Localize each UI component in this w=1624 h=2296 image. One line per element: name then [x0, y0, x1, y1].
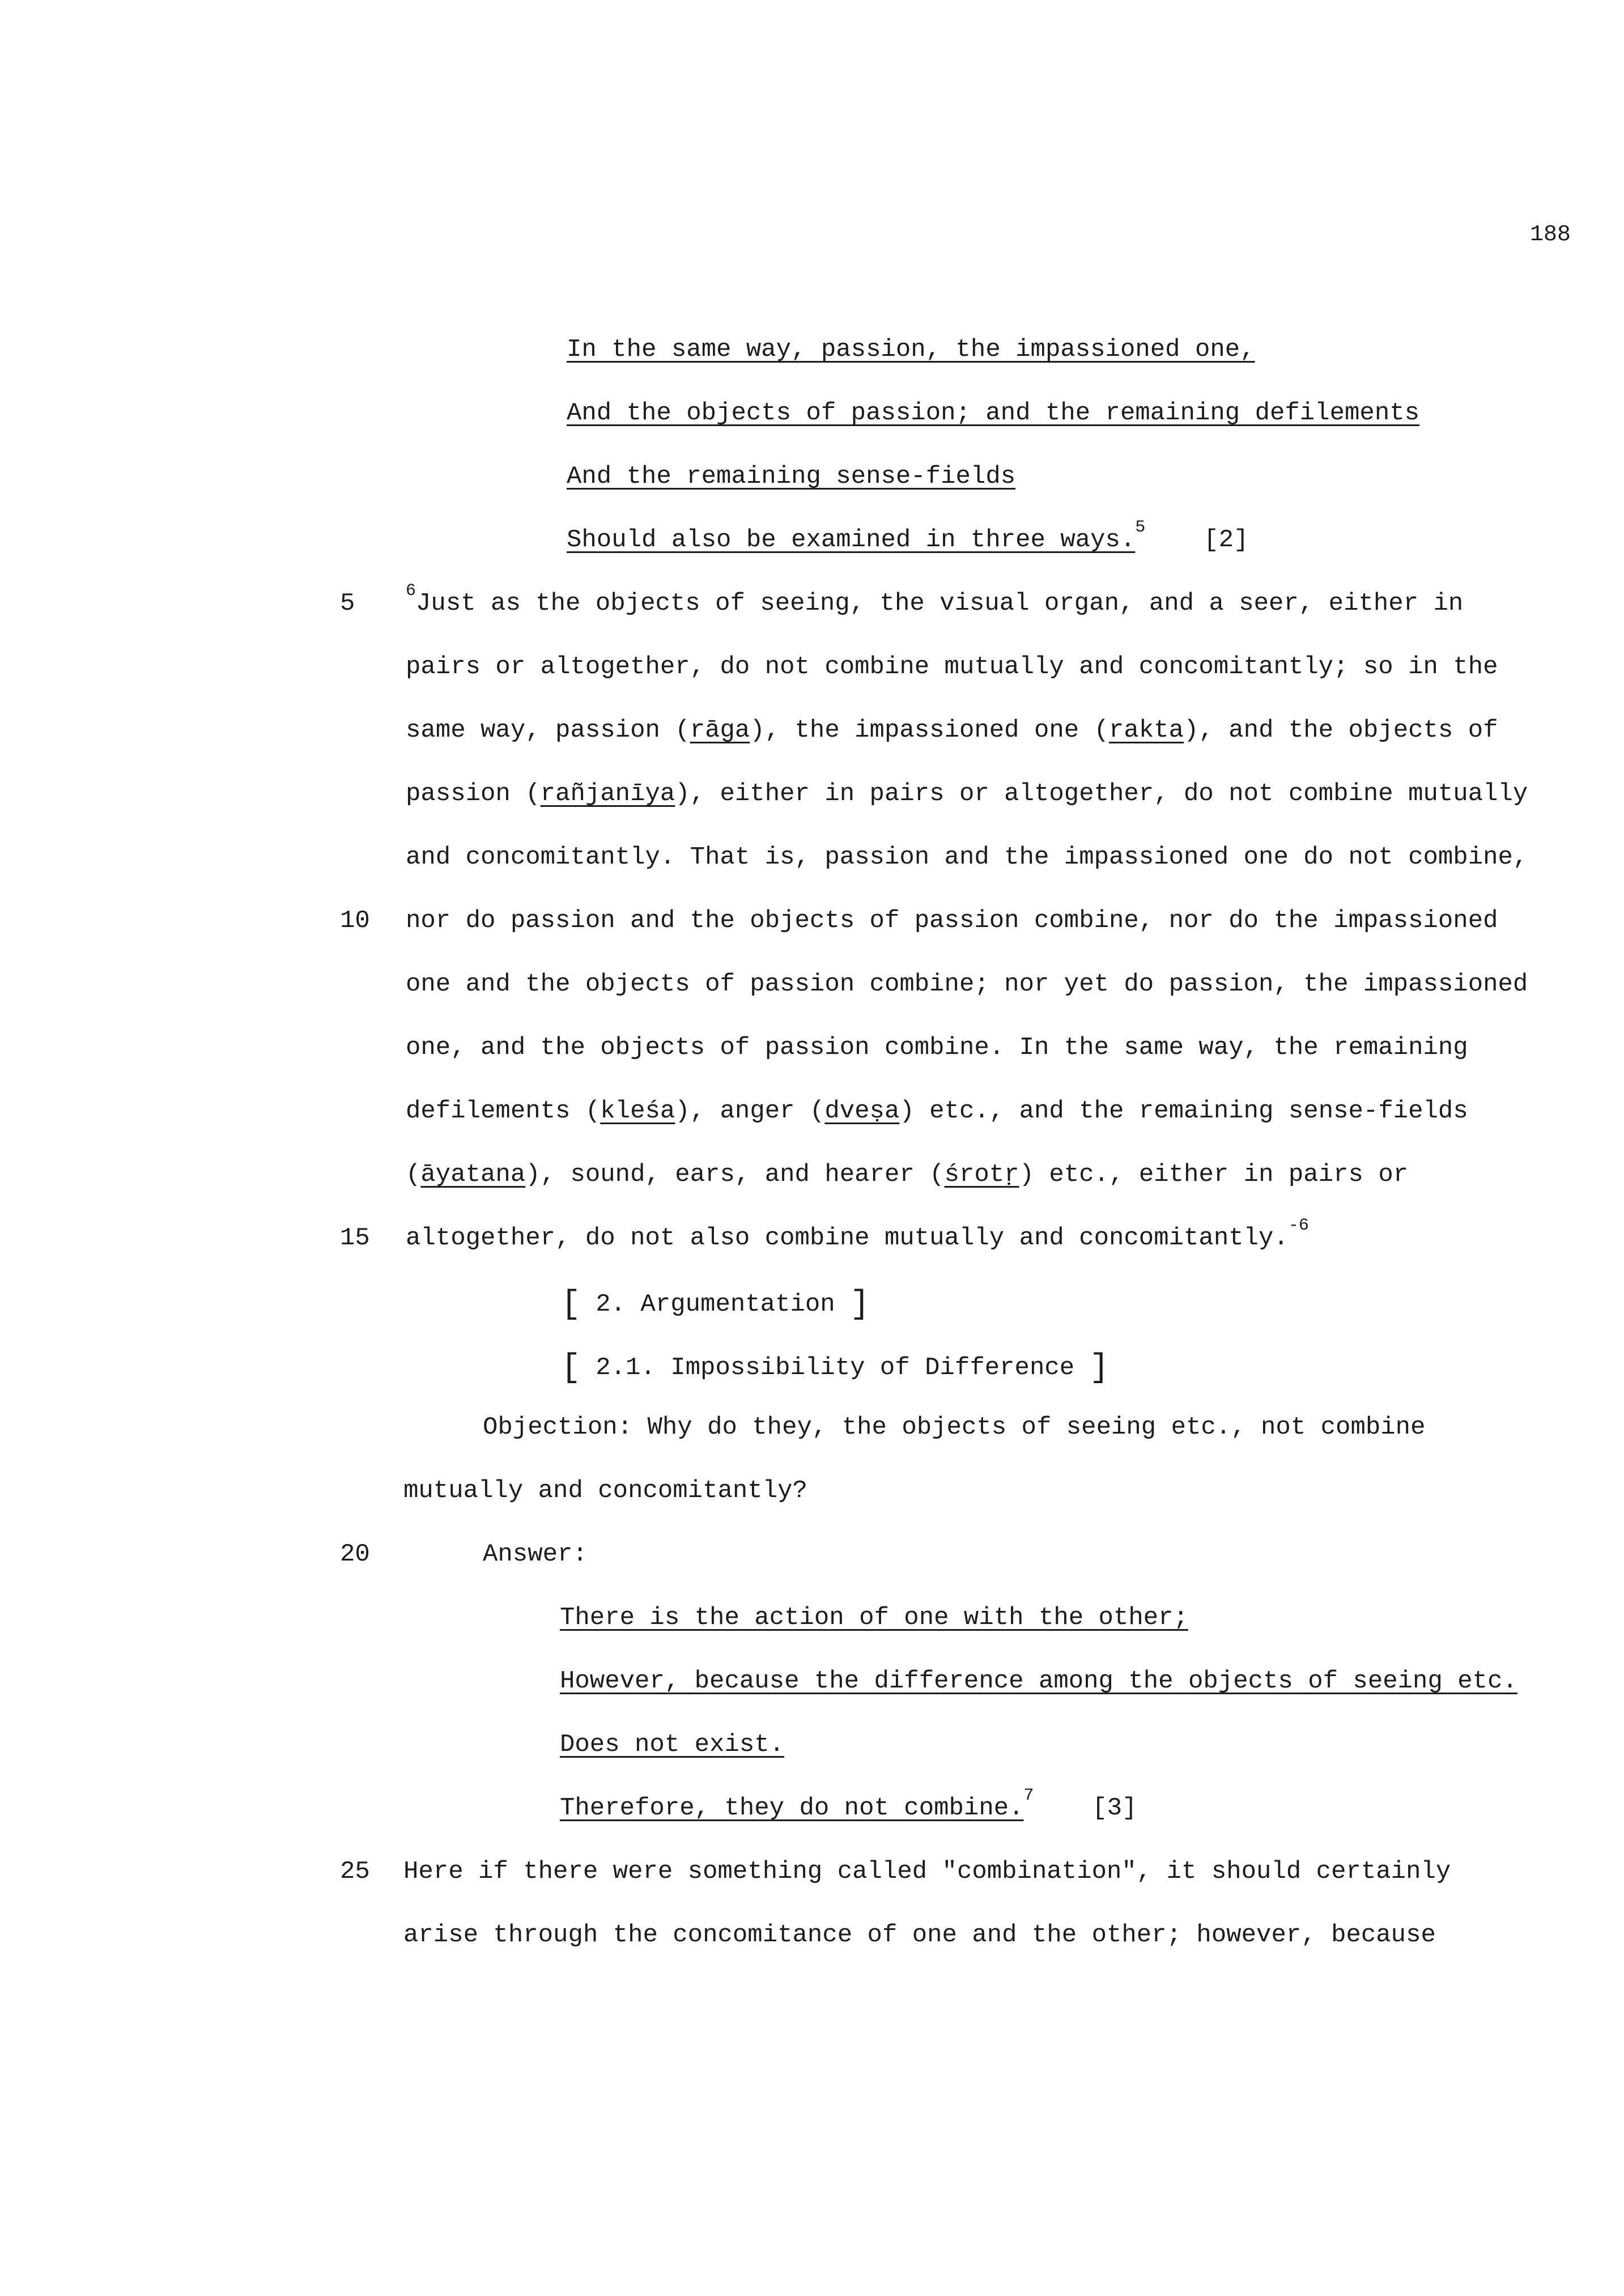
commentary-line [406, 1160, 1408, 1189]
section-heading [561, 1286, 870, 1323]
verse-2-line: And the remaining sense-fields [567, 462, 1016, 491]
commentary-line: nor do passion and the objects of passion combine, nor do the impassioned [406, 907, 1498, 935]
footnote-ref: 7 [1023, 1786, 1034, 1805]
commentary-text: ), either in pairs or altogether, do not combine mutually [675, 780, 1528, 808]
sanskrit-term: śrotṛ [944, 1160, 1019, 1189]
commentary-text: Just as the objects of seeing, the visual organ, and a seer, either in [416, 589, 1464, 618]
verse-number: [3] [1092, 1794, 1137, 1822]
commentary-text: ), the impassioned one ( [750, 716, 1109, 745]
sanskrit-term: kleśa [600, 1097, 675, 1125]
sanskrit-term: rāga [690, 716, 750, 745]
footnote-marker-open: 6 [406, 581, 416, 601]
verse-3-line: There is the action of one with the other; [560, 1604, 1188, 1632]
verse-number: [2] [1204, 526, 1249, 554]
commentary-text: altogether, do not also combine mutually and concomitantly. [406, 1224, 1289, 1252]
verse-3-line-last [560, 1786, 1137, 1822]
objection-line: mutually and concomitantly? [403, 1477, 807, 1505]
heading-text: 2.1. Impossibility of Difference [596, 1354, 1075, 1382]
verse-2-line: And the objects of passion; and the remaining defilements [567, 399, 1420, 427]
commentary-text: ) etc., either in pairs or [1019, 1160, 1409, 1189]
commentary-line: and concomitantly. That is, passion and the impassioned one do not combine, [406, 843, 1528, 871]
line-number: 10 [340, 907, 370, 935]
footnote-ref: 5 [1135, 518, 1146, 537]
sanskrit-term: āyatana [420, 1160, 526, 1189]
commentary-text: ), and the objects of [1184, 716, 1498, 745]
sanskrit-term: dveṣa [824, 1097, 900, 1125]
verse-2-line: In the same way, passion, the impassioned one, [567, 335, 1255, 364]
verse-3-line: Does not exist. [560, 1730, 785, 1759]
commentary-text: same way, passion ( [406, 716, 690, 745]
line-number: 5 [340, 589, 355, 618]
heading-bracket: ] [1089, 1350, 1109, 1387]
commentary-line [406, 780, 1528, 808]
commentary-text: ), sound, ears, and hearer ( [525, 1160, 945, 1189]
commentary-line: pairs or altogether, do not combine mutually and concomitantly; so in the [406, 653, 1498, 681]
commentary-text: ) etc., and the remaining sense-fields [899, 1097, 1468, 1125]
commentary-line: arise through the concomitance of one and the other; however, because [403, 1921, 1436, 1949]
heading-bracket: [ [561, 1286, 581, 1323]
commentary-line: Here if there were something called "combination", it should certainly [403, 1857, 1451, 1886]
line-number: 20 [340, 1540, 370, 1568]
line-number: 15 [340, 1224, 370, 1252]
page-number: 188 [1530, 222, 1571, 248]
sanskrit-term: rakta [1109, 716, 1184, 745]
footnote-marker-close: -6 [1288, 1216, 1309, 1235]
subsection-heading [561, 1350, 1109, 1387]
answer-label: Answer: [483, 1540, 588, 1568]
verse-2-line-last [567, 518, 1249, 554]
commentary-line: one, and the objects of passion combine. In the same way, the remaining [406, 1034, 1468, 1062]
commentary-text: ( [406, 1160, 421, 1189]
commentary-text: ), anger ( [675, 1097, 825, 1125]
commentary-text: defilements ( [406, 1097, 601, 1125]
verse-3-line: However, because the difference among the objects of seeing etc. [560, 1667, 1517, 1695]
objection-line: Objection: Why do they, the objects of seeing etc., not combine [483, 1413, 1426, 1442]
verse-2-line: Should also be examined in three ways. [567, 526, 1136, 554]
heading-bracket: ] [850, 1286, 870, 1323]
commentary-line [406, 1216, 1309, 1252]
commentary-line: one and the objects of passion combine; nor yet do passion, the impassioned [406, 970, 1528, 998]
verse-3-line: Therefore, they do not combine. [560, 1794, 1024, 1822]
commentary-text: passion ( [406, 780, 541, 808]
heading-text: 2. Argumentation [596, 1290, 835, 1319]
commentary-line [406, 1097, 1468, 1125]
commentary-line [406, 716, 1498, 745]
sanskrit-term: rañjanīya [540, 780, 675, 808]
heading-bracket: [ [561, 1350, 581, 1387]
commentary-line [406, 581, 1464, 618]
line-number: 25 [340, 1857, 370, 1886]
